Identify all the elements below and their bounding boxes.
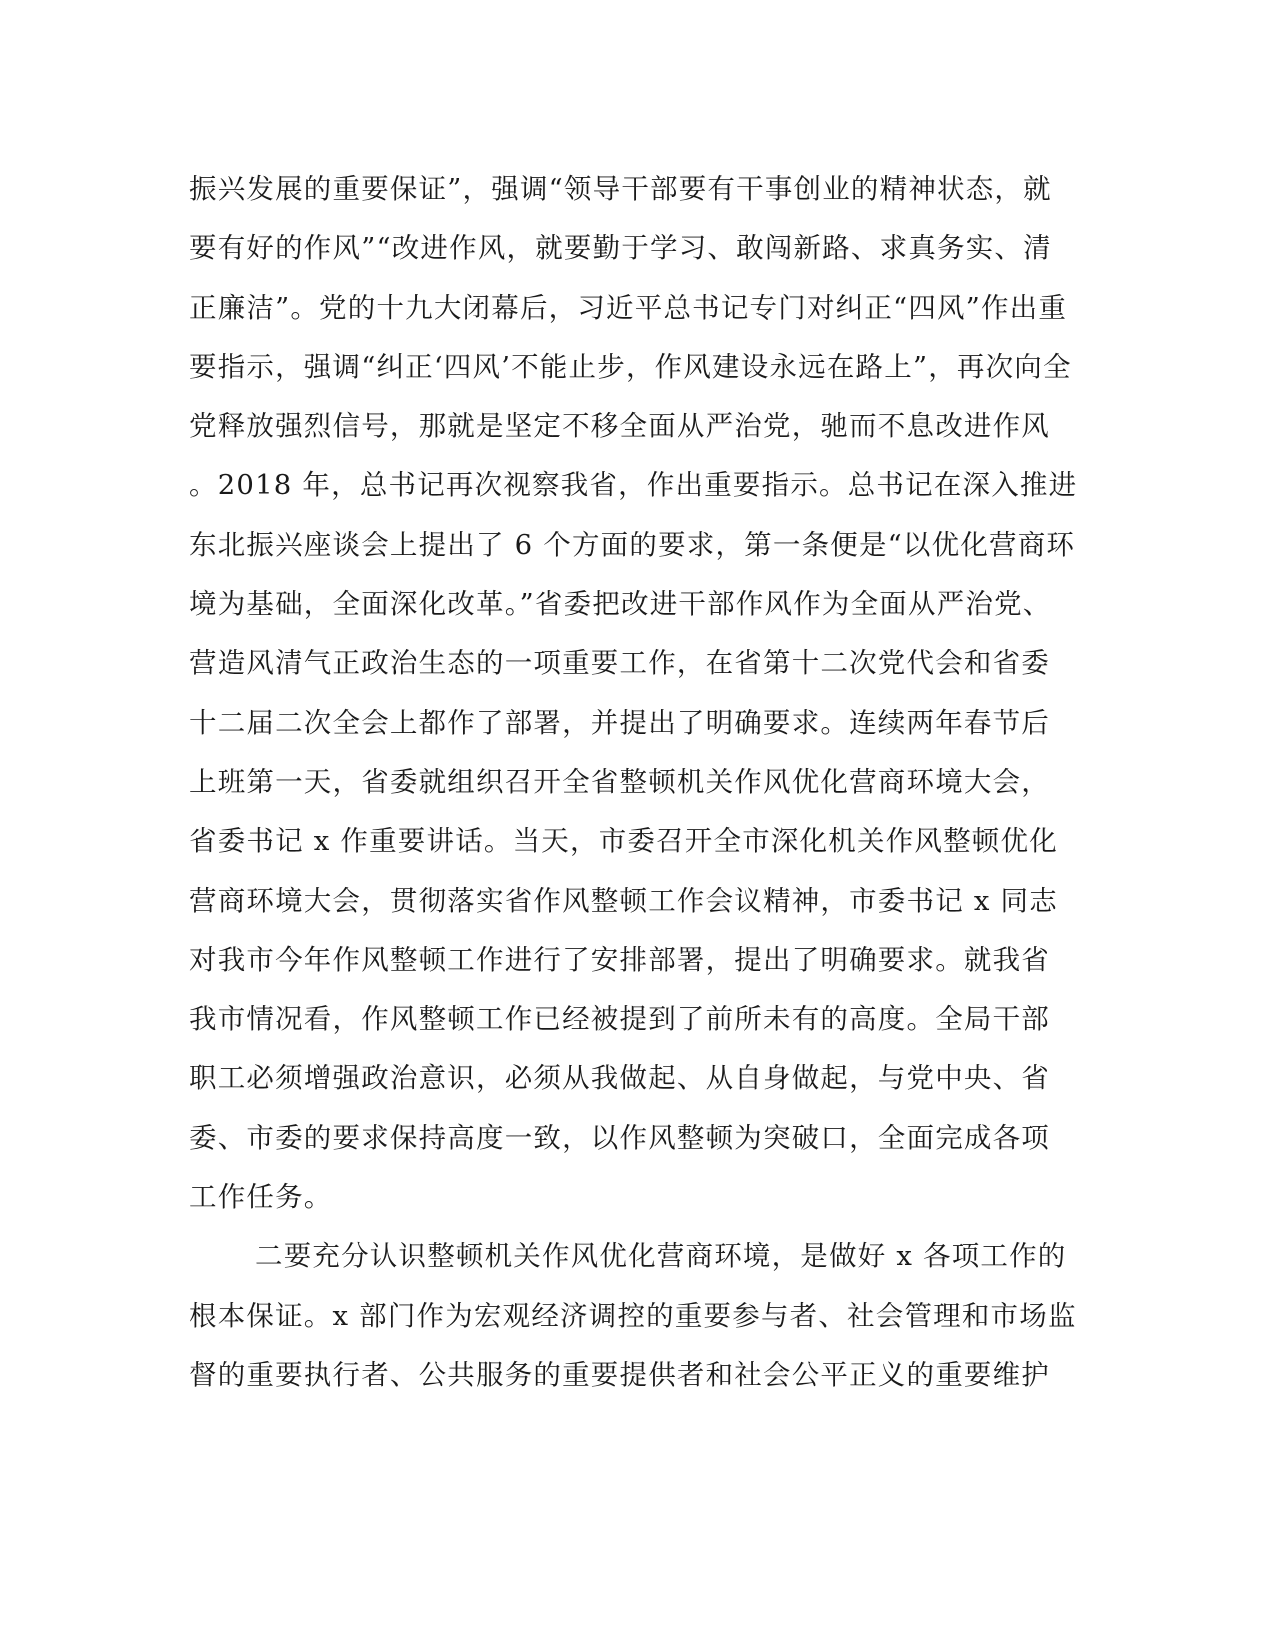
text-line: 根本保证。x 部门作为宏观经济调控的重要参与者、社会管理和市场监 bbox=[189, 1299, 1077, 1332]
text-line: 境为基础，全面深化改革。”省委把改进干部作风作为全面从严治党、 bbox=[189, 588, 1052, 621]
text-line: 振兴发展的重要保证”，强调“领导干部要有干事创业的精神状态，就 bbox=[189, 173, 1052, 205]
text-line: 委、市委的要求保持高度一致，以作风整顿为突破口，全面完成各项 bbox=[189, 1121, 1050, 1154]
text-line: 党释放强烈信号，那就是坚定不移全面从严治党，驰而不息改进作风 bbox=[189, 410, 1050, 443]
text-line: 正廉洁”。党的十九大闭幕后，习近平总书记专门对纠正“四风”作出重 bbox=[189, 291, 1068, 324]
text-line: 省委书记 x 作重要讲话。当天，市委召开全市深化机关作风整顿优化 bbox=[189, 825, 1058, 858]
text-line: 东北振兴座谈会上提出了 6 个方面的要求，第一条便是“以优化营商环 bbox=[189, 528, 1076, 561]
text-line: 督的重要执行者、公共服务的重要提供者和社会公平正义的重要维护 bbox=[189, 1358, 1050, 1391]
text-line: 工作任务。 bbox=[189, 1181, 333, 1214]
text-line: 要有好的作风”“改进作风，就要勤于学习、敢闯新路、求真务实、清 bbox=[189, 232, 1052, 265]
text-line: 要指示，强调“纠正‘四风’不能止步，作风建设永远在路上”，再次向全 bbox=[189, 350, 1072, 383]
text-line: 。2018 年，总书记再次视察我省，作出重要指示。总书记在深入推进 bbox=[189, 469, 1078, 502]
text-line: 营造风清气正政治生态的一项重要工作，在省第十二次党代会和省委 bbox=[189, 647, 1050, 680]
text-line: 十二届二次全会上都作了部署，并提出了明确要求。连续两年春节后 bbox=[189, 706, 1050, 739]
paragraph-first-line: 二要充分认识整顿机关作风优化营商环境，是做好 x 各项工作的 bbox=[255, 1240, 1067, 1273]
text-line: 我市情况看，作风整顿工作已经被提到了前所未有的高度。全局干部 bbox=[189, 1003, 1050, 1036]
document-body bbox=[189, 160, 1089, 1405]
text-line: 职工必须增强政治意识，必须从我做起、从自身做起，与党中央、省 bbox=[189, 1062, 1050, 1095]
text-line: 上班第一天，省委就组织召开全省整顿机关作风优化营商环境大会， bbox=[189, 765, 1050, 798]
text-line: 营商环境大会，贯彻落实省作风整顿工作会议精神，市委书记 x 同志 bbox=[189, 884, 1058, 917]
text-line: 对我市今年作风整顿工作进行了安排部署，提出了明确要求。就我省 bbox=[189, 943, 1050, 976]
